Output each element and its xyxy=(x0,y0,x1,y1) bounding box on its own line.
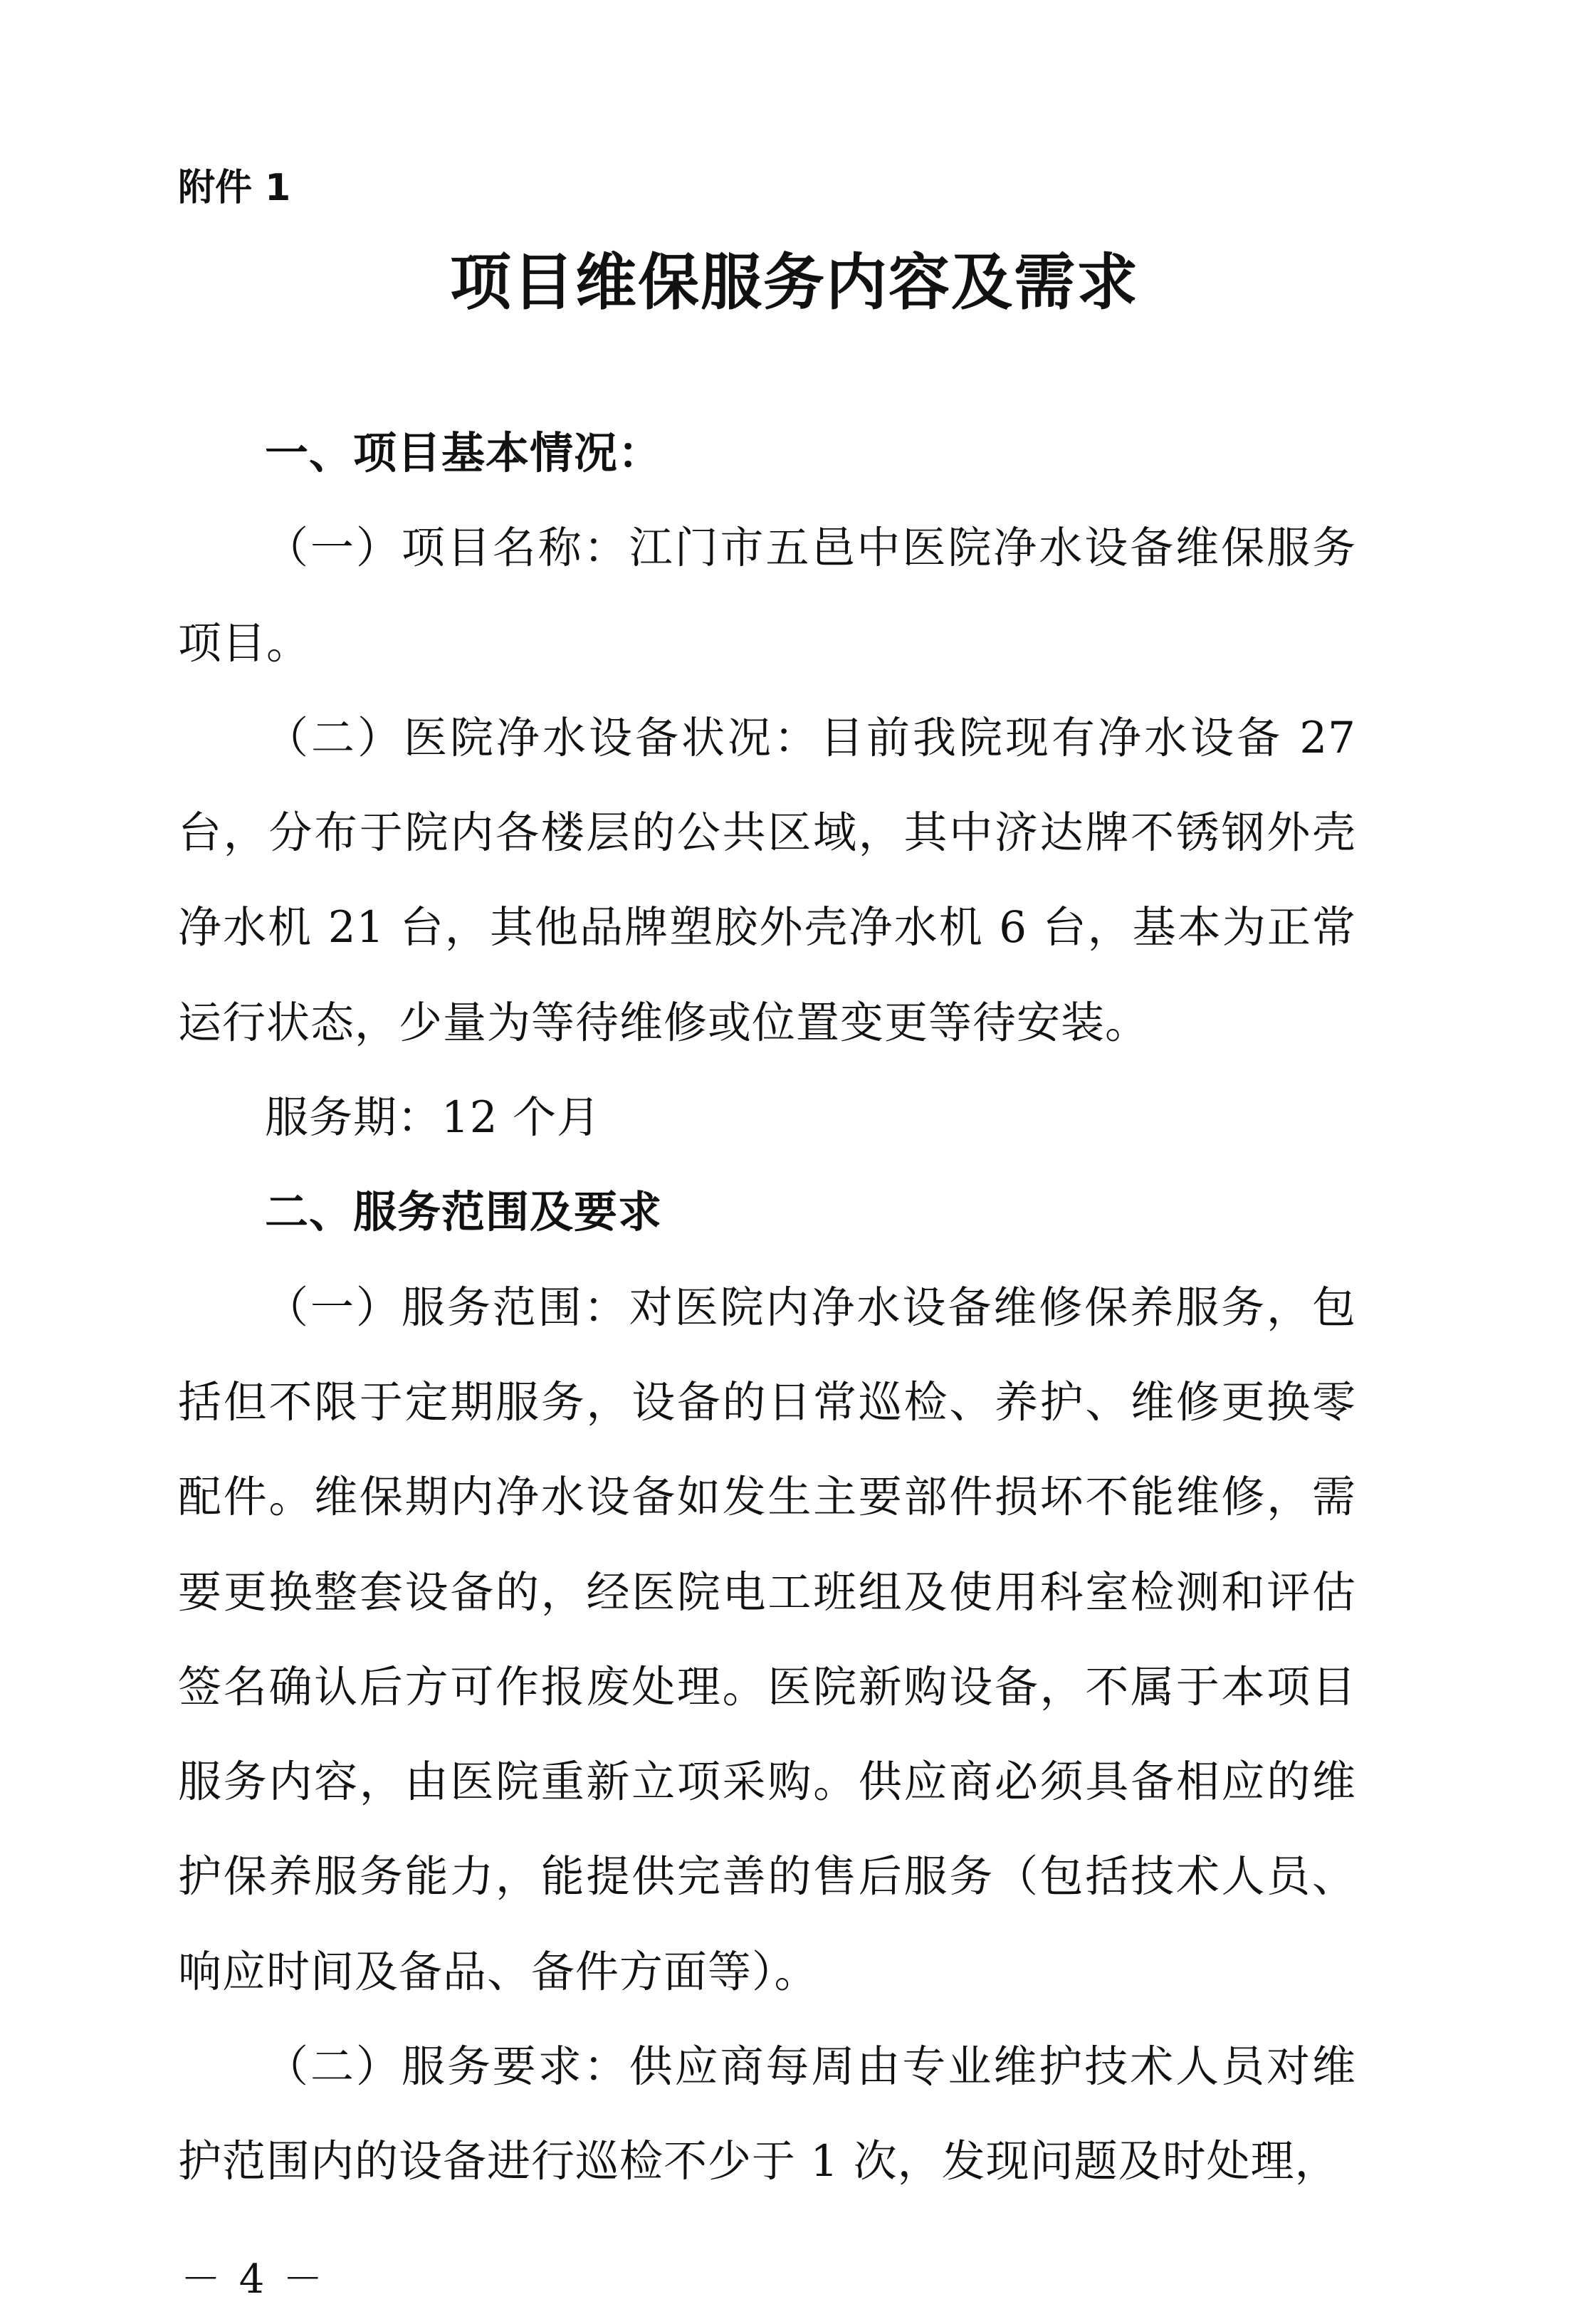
service-scope-paragraph: （一）服务范围：对医院内净水设备维修保养服务，包括但不限于定期服务，设备的日常巡检、养护、维修更换零配件。维保期内净水设备如发生主要部件损坏不能维修，需要更换整套设备的，经医院电工班组及使用科室检测和评估签名确认后方可作报废处理。医院新购设备，不属于本项目服务内容，由医院重新立项采购。供应商必须具备相应的维护保养服务能力，能提供完善的售后服务（包括技术人员、响应时间及备品、备件方面等）。 xyxy=(178,1282,1356,1997)
page-number: － 4 － xyxy=(181,2256,326,2303)
project-name-paragraph: （一）项目名称：江门市五邑中医院净水设备维保服务项目。 xyxy=(178,523,1356,669)
section-1-heading: 一、项目基本情况： xyxy=(265,428,663,478)
document-body xyxy=(178,406,1356,2209)
service-period-paragraph: 服务期：12 个月 xyxy=(265,1092,602,1143)
service-requirements-paragraph: （二）服务要求：供应商每周由专业维护技术人员对维护范围内的设备进行巡检不少于 1 次，发现问题及时处理， xyxy=(178,2041,1356,2187)
section-2-heading: 二、服务范围及要求 xyxy=(265,1187,663,1238)
attachment-label: 附件 1 xyxy=(178,167,291,209)
document-title: 项目维保服务内容及需求 xyxy=(450,247,1139,318)
equipment-status-paragraph: （二）医院净水设备状况：目前我院现有净水设备 27 台，分布于院内各楼层的公共区域，其中济达牌不锈钢外壳净水机 21 台，其他品牌塑胶外壳净水机 6 台，基本为正常运行状态，少量为等待维修或位置变更等待安装。 xyxy=(178,712,1356,1048)
